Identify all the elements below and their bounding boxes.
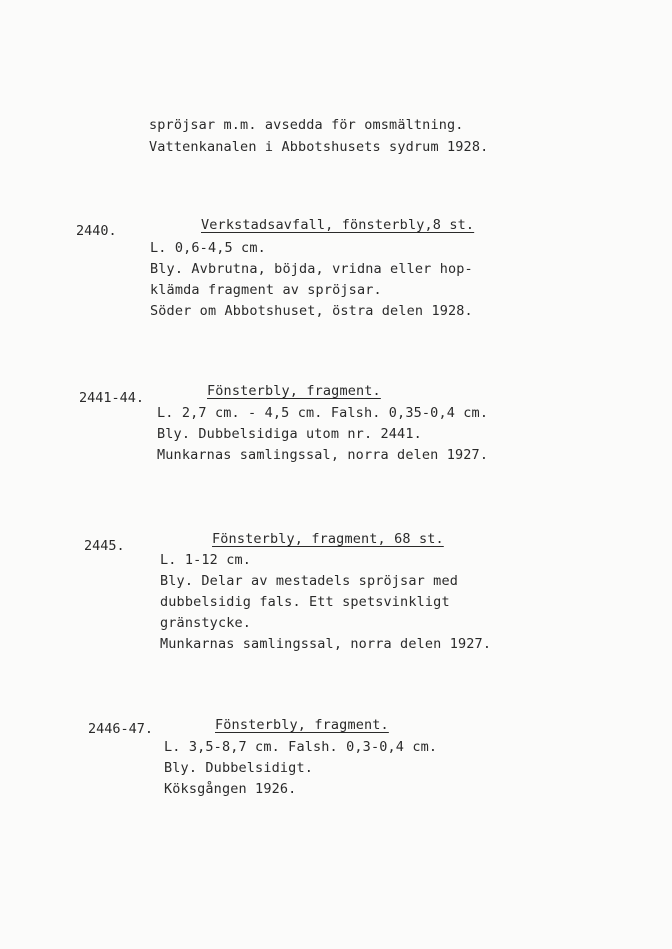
entry-line: Söder om Abbotshuset, östra delen 1928.: [150, 303, 473, 319]
intro-line: Vattenkanalen i Abbotshusets sydrum 1928.: [149, 139, 489, 155]
intro-line: spröjsar m.m. avsedda för omsmältning.: [149, 117, 464, 133]
catalog-number: 2440.: [76, 223, 117, 239]
entry-line: L. 0,6-4,5 cm.: [150, 240, 266, 256]
entry-line: Bly. Dubbelsidiga utom nr. 2441.: [157, 426, 422, 442]
entry-line: gränstycke.: [160, 615, 252, 631]
entry-line: Köksgången 1926.: [164, 781, 297, 797]
catalog-number: 2445.: [84, 538, 125, 554]
entry-title: Fönsterbly, fragment.: [215, 717, 389, 733]
entry-line: dubbelsidig fals. Ett spetsvinkligt: [160, 594, 450, 610]
catalog-number: 2446-47.: [88, 721, 154, 737]
entry-line: Bly. Delar av mestadels spröjsar med: [160, 573, 458, 589]
entry-line: Bly. Dubbelsidigt.: [164, 760, 313, 776]
entry-title: Fönsterbly, fragment.: [207, 383, 381, 399]
entry-line: Bly. Avbrutna, böjda, vridna eller hop-: [150, 261, 473, 277]
entry-line: L. 1-12 cm.: [160, 552, 252, 568]
entry-title: Verkstadsavfall, fönsterbly,8 st.: [201, 217, 475, 233]
entry-line: L. 2,7 cm. - 4,5 cm. Falsh. 0,35-0,4 cm.: [157, 405, 489, 421]
entry-line: klämda fragment av spröjsar.: [150, 282, 382, 298]
entry-line: L. 3,5-8,7 cm. Falsh. 0,3-0,4 cm.: [164, 739, 438, 755]
entry-title: Fönsterbly, fragment, 68 st.: [212, 531, 444, 547]
entry-line: Munkarnas samlingssal, norra delen 1927.: [160, 636, 492, 652]
entry-line: Munkarnas samlingssal, norra delen 1927.: [157, 447, 489, 463]
catalog-number: 2441-44.: [79, 390, 145, 406]
